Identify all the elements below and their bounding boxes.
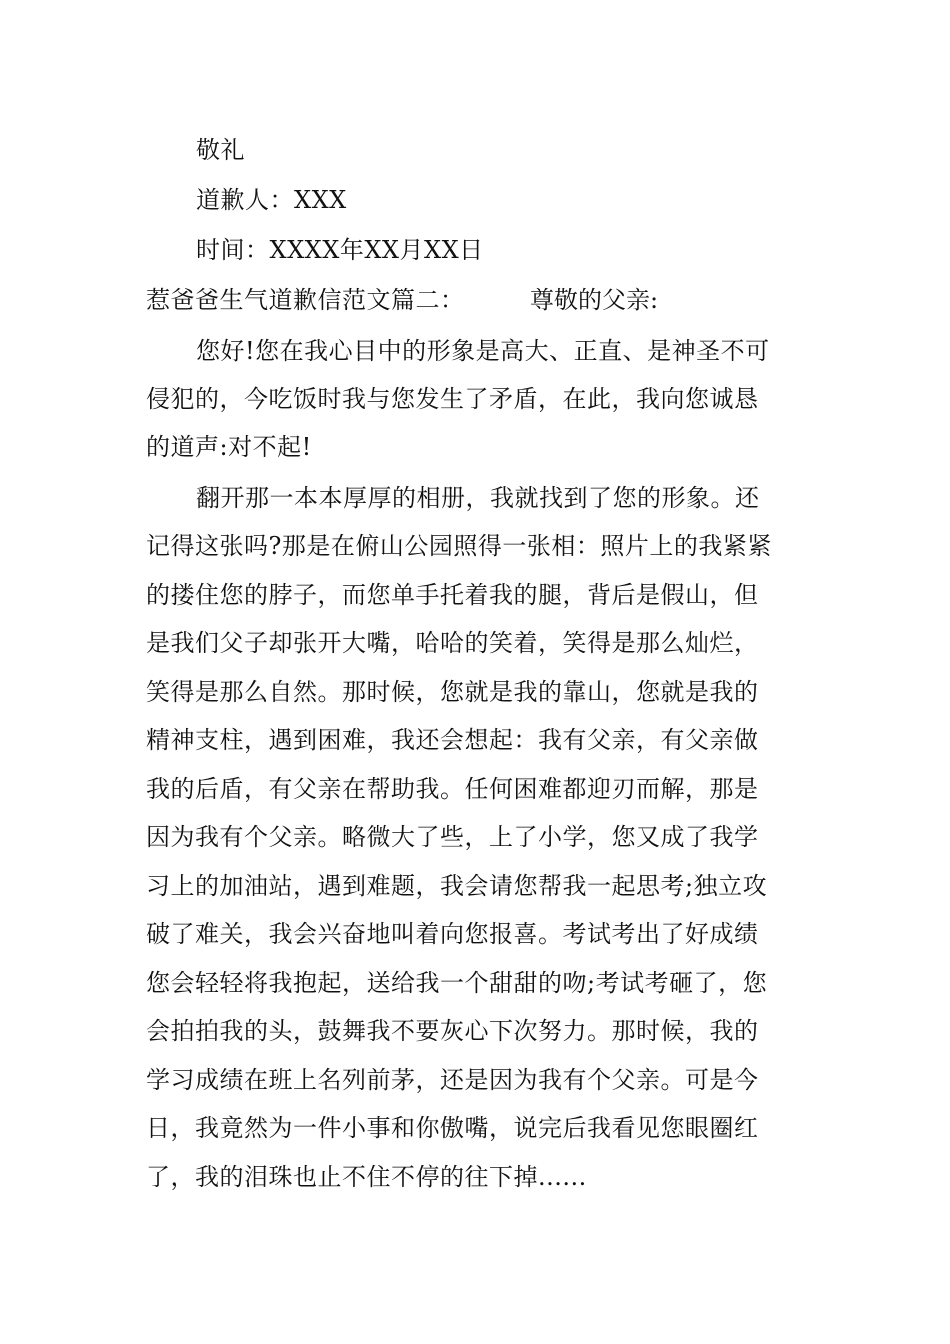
- paragraph-line: 破了难关，我会兴奋地叫着向您报喜。考试考出了好成绩: [146, 920, 759, 948]
- paragraph-line: 我的后盾，有父亲在帮助我。任何困难都迎刃而解，那是: [146, 775, 759, 803]
- letter-greeting: 尊敬的父亲:: [530, 286, 659, 314]
- closing-signer: 道歉人：XXX: [196, 186, 347, 214]
- paragraph-line: 您好!您在我心目中的形象是高大、正直、是神圣不可: [196, 337, 770, 365]
- section-title: 惹爸爸生气道歉信范文篇二：: [146, 286, 465, 314]
- paragraph-line: 翻开那一本本厚厚的相册，我就找到了您的形象。还: [196, 484, 760, 512]
- paragraph-line: 记得这张吗?那是在俯山公园照得一张相：照片上的我紧紧: [146, 532, 772, 560]
- closing-date: 时间：XXXX年XX月XX日: [196, 236, 484, 264]
- paragraph-line: 您会轻轻将我抱起，送给我一个甜甜的吻;考试考砸了，您: [146, 969, 768, 997]
- paragraph-line: 是我们父子却张开大嘴，哈哈的笑着，笑得是那么灿烂，: [146, 629, 759, 657]
- paragraph-line: 日，我竟然为一件小事和你傲嘴，说完后我看见您眼圈红: [146, 1114, 759, 1142]
- paragraph-line: 笑得是那么自然。那时候，您就是我的靠山，您就是我的: [146, 678, 759, 706]
- paragraph-line: 的道声:对不起!: [146, 433, 312, 461]
- paragraph-line: 因为我有个父亲。略微大了些，上了小学，您又成了我学: [146, 823, 759, 851]
- paragraph-line: 了，我的泪珠也止不住不停的往下掉......: [146, 1163, 587, 1191]
- closing-salute: 敬礼: [196, 136, 245, 164]
- paragraph-line: 的搂住您的脖子，而您单手托着我的腿，背后是假山，但: [146, 581, 759, 609]
- paragraph-line: 习上的加油站，遇到难题，我会请您帮我一起思考;独立攻: [146, 872, 768, 900]
- paragraph-line: 会拍拍我的头，鼓舞我不要灰心下次努力。那时候，我的: [146, 1017, 759, 1045]
- paragraph-line: 精神支柱，遇到困难，我还会想起：我有父亲，有父亲做: [146, 726, 759, 754]
- paragraph-line: 学习成绩在班上名列前茅，还是因为我有个父亲。可是今: [146, 1066, 759, 1094]
- paragraph-line: 侵犯的，今吃饭时我与您发生了矛盾，在此，我向您诚恳: [146, 385, 759, 413]
